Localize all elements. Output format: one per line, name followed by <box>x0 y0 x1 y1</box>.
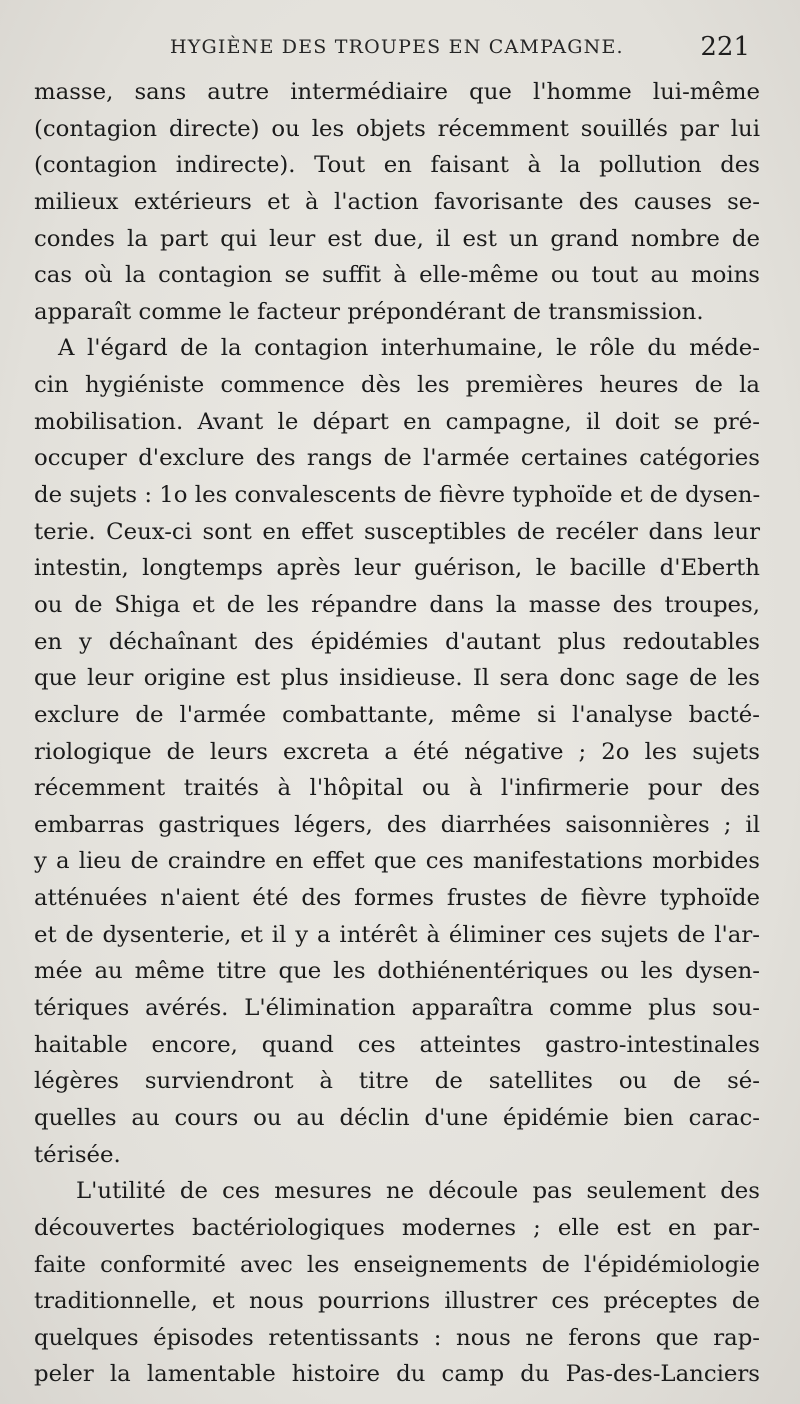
text-line: traditionnelle, et nous pourrions illustrer ces préceptes de <box>34 1288 760 1315</box>
text-line: légères surviendront à titre de satellites ou de sé- <box>34 1068 760 1095</box>
text-line: tériques avérés. L'élimination apparaîtra comme plus sou- <box>34 995 760 1022</box>
page-header <box>0 32 800 72</box>
page-number: 221 <box>700 32 750 62</box>
text-line: exclure de l'armée combattante, même si l'analyse bacté- <box>34 701 760 728</box>
running-head: HYGIÈNE DES TROUPES EN CAMPAGNE. <box>170 36 624 58</box>
text-line: apparaît comme le facteur prépondérant de transmission. <box>34 298 704 325</box>
text-line: (contagion indirecte). Tout en faisant à la pollution des <box>34 152 760 179</box>
text-line: cas où la contagion se suffit à elle-même ou tout au moins <box>34 262 760 289</box>
text-line: que leur origine est plus insidieuse. Il sera donc sage de les <box>34 665 760 692</box>
text-line: peler la lamentable histoire du camp du Pas-des-Lanciers <box>34 1361 760 1388</box>
text-line: intestin, longtemps après leur guérison, le bacille d'Eberth <box>34 555 760 582</box>
body-text <box>34 74 760 1393</box>
text-line: quelques épisodes retentissants : nous ne ferons que rap- <box>34 1324 760 1351</box>
text-line: embarras gastriques légers, des diarrhées saisonnières ; il <box>34 811 760 838</box>
text-line: milieux extérieurs et à l'action favorisante des causes se- <box>34 188 760 215</box>
text-line: terie. Ceux-ci sont en effet susceptibles de recéler dans leur <box>34 518 760 545</box>
text-line: quelles au cours ou au déclin d'une épidémie bien carac- <box>34 1104 760 1131</box>
text-line: térisée. <box>34 1141 121 1168</box>
text-line: haitable encore, quand ces atteintes gastro-intestinales <box>34 1031 760 1058</box>
text-line: et de dysenterie, et il y a intérêt à éliminer ces sujets de l'ar- <box>34 921 760 948</box>
text-line: en y déchaînant des épidémies d'autant plus redoutables <box>34 628 760 655</box>
text-line: ou de Shiga et de les répandre dans la masse des troupes, <box>34 591 760 618</box>
text-line: récemment traités à l'hôpital ou à l'infirmerie pour des <box>34 775 760 802</box>
text-line: faite conformité avec les enseignements de l'épidémiologie <box>34 1251 760 1278</box>
text-line: découvertes bactériologiques modernes ; elle est en par- <box>34 1214 760 1241</box>
text-line: riologique de leurs excreta a été négative ; 2o les sujets <box>34 738 760 765</box>
text-line: condes la part qui leur est due, il est un grand nombre de <box>34 225 760 252</box>
text-line: mobilisation. Avant le départ en campagne, il doit se pré- <box>34 408 760 435</box>
text-line: A l'égard de la contagion interhumaine, le rôle du méde- <box>58 335 760 362</box>
text-line: L'utilité de ces mesures ne découle pas seulement des <box>76 1178 760 1205</box>
text-line: de sujets : 1o les convalescents de fièvre typhoïde et de dysen- <box>34 482 761 509</box>
text-line: occuper d'exclure des rangs de l'armée certaines catégories <box>34 445 760 472</box>
text-line: y a lieu de craindre en effet que ces manifestations morbides <box>34 848 760 875</box>
text-line: masse, sans autre intermédiaire que l'homme lui-même <box>34 79 760 105</box>
text-line: mée au même titre que les dothiénentériques ou les dysen- <box>34 958 760 985</box>
text-line: (contagion directe) ou les objets récemment souillés par lui <box>34 115 760 142</box>
text-line: atténuées n'aient été des formes frustes de fièvre typhoïde <box>34 885 760 912</box>
text-line: cin hygiéniste commence dès les premières heures de la <box>34 372 760 399</box>
